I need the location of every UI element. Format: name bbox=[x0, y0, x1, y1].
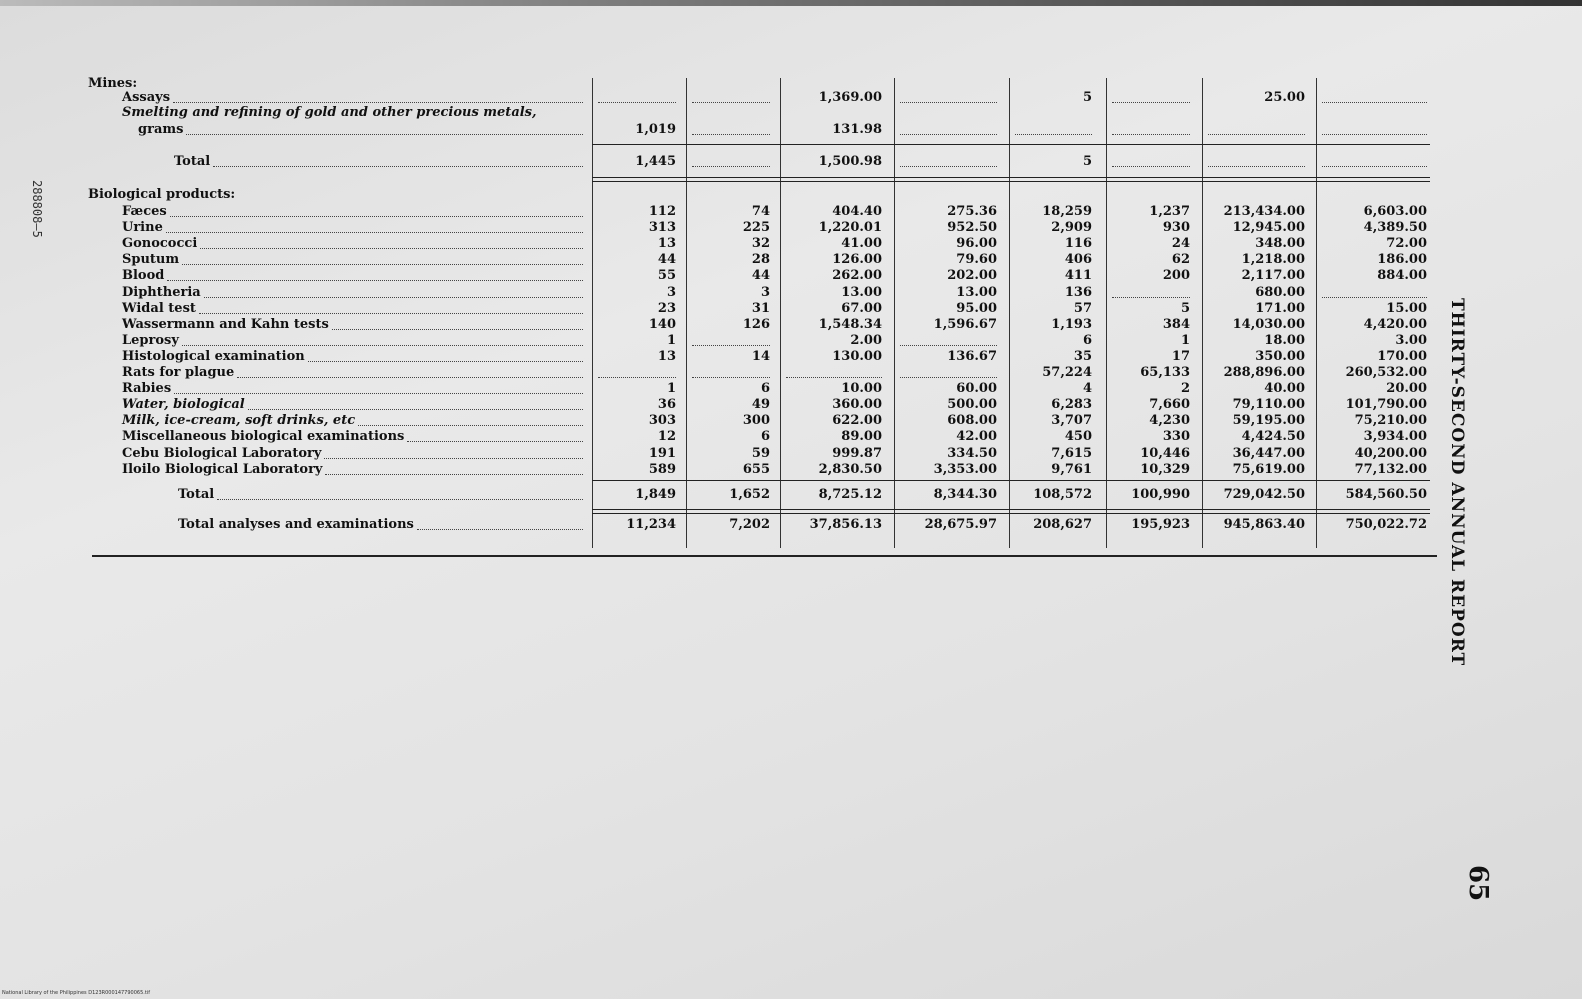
table-cell: 60.00 bbox=[956, 381, 997, 396]
table-cell: 4 bbox=[1082, 381, 1092, 396]
table-cell: 213,434.00 bbox=[1223, 204, 1305, 219]
empty-cell-dots bbox=[1322, 166, 1427, 167]
total-rule bbox=[592, 144, 1430, 145]
table-cell: 2.00 bbox=[850, 333, 882, 348]
leader-dots bbox=[325, 474, 583, 475]
table-cell: 303 bbox=[648, 413, 676, 428]
table-cell: 36 bbox=[657, 397, 676, 412]
row-label-bio: Miscellaneous biological examinations bbox=[122, 429, 405, 444]
table-cell: 59 bbox=[751, 446, 770, 461]
leader-dots bbox=[200, 248, 583, 249]
table-cell: 1,193 bbox=[1051, 317, 1092, 332]
table-cell: 37,856.13 bbox=[809, 517, 882, 532]
row-label-mines-total: Total bbox=[174, 154, 211, 169]
table-cell: 1,220.01 bbox=[818, 220, 882, 235]
table-cell: 28,675.97 bbox=[924, 517, 997, 532]
table-cell: 75,210.00 bbox=[1354, 413, 1427, 428]
empty-cell-dots bbox=[692, 102, 770, 103]
side-stamp: 288808—5 bbox=[30, 180, 44, 238]
row-label-bio: Rats for plague bbox=[122, 365, 235, 380]
empty-cell-dots bbox=[1322, 102, 1427, 103]
leader-dots bbox=[417, 529, 583, 530]
table-cell: 13.00 bbox=[841, 285, 882, 300]
empty-cell-dots bbox=[1015, 134, 1092, 135]
table-cell: 729,042.50 bbox=[1223, 487, 1305, 502]
leader-dots bbox=[248, 409, 583, 410]
row-label-bio: Wassermann and Kahn tests bbox=[122, 317, 329, 332]
table-cell: 13.00 bbox=[956, 285, 997, 300]
row-label-bio-total: Total bbox=[178, 487, 215, 502]
row-label-bio: Diphtheria bbox=[122, 285, 201, 300]
section-heading-biological: Biological products: bbox=[88, 187, 236, 202]
table-cell: 14,030.00 bbox=[1232, 317, 1305, 332]
table-cell: 4,424.50 bbox=[1241, 429, 1305, 444]
column-border bbox=[1316, 78, 1317, 548]
table-cell: 584,560.50 bbox=[1345, 487, 1427, 502]
empty-cell-dots bbox=[900, 166, 997, 167]
column-border bbox=[1106, 78, 1107, 548]
table-cell: 1,652 bbox=[729, 487, 770, 502]
table-cell: 75,619.00 bbox=[1232, 462, 1305, 477]
table-cell: 884.00 bbox=[1377, 268, 1427, 283]
column-border bbox=[780, 78, 781, 548]
table-cell: 2,909 bbox=[1051, 220, 1092, 235]
table-cell: 18.00 bbox=[1264, 333, 1305, 348]
table-cell: 2 bbox=[1180, 381, 1190, 396]
table-cell: 313 bbox=[648, 220, 676, 235]
table-cell: 6,283 bbox=[1051, 397, 1092, 412]
table-cell: 608.00 bbox=[947, 413, 997, 428]
table-cell: 57,224 bbox=[1042, 365, 1092, 380]
table-cell: 202.00 bbox=[947, 268, 997, 283]
column-border bbox=[1202, 78, 1203, 548]
table-cell: 1,500.98 bbox=[818, 154, 882, 169]
table-cell: 945,863.40 bbox=[1223, 517, 1305, 532]
row-label-grand-total: Total analyses and examinations bbox=[178, 517, 414, 532]
table-cell: 411 bbox=[1064, 268, 1092, 283]
leader-dots bbox=[166, 232, 583, 233]
row-label-bio: Gonococci bbox=[122, 236, 198, 251]
table-cell: 200 bbox=[1162, 268, 1190, 283]
table-cell: 930 bbox=[1162, 220, 1190, 235]
table-cell: 186.00 bbox=[1377, 252, 1427, 267]
table-cell: 1,369.00 bbox=[818, 90, 882, 105]
table-cell: 17 bbox=[1171, 349, 1190, 364]
table-cell: 79.60 bbox=[956, 252, 997, 267]
table-cell: 126.00 bbox=[832, 252, 882, 267]
table-cell: 1,445 bbox=[635, 154, 676, 169]
table-cell: 62 bbox=[1171, 252, 1190, 267]
table-cell: 8,344.30 bbox=[933, 487, 997, 502]
table-cell: 262.00 bbox=[832, 268, 882, 283]
empty-cell-dots bbox=[1322, 297, 1427, 298]
table-cell: 6 bbox=[760, 381, 770, 396]
table-cell: 136.67 bbox=[947, 349, 997, 364]
column-border bbox=[894, 78, 895, 548]
table-cell: 108,572 bbox=[1033, 487, 1092, 502]
table-cell: 131.98 bbox=[832, 122, 882, 137]
table-cell: 3,353.00 bbox=[933, 462, 997, 477]
page-number: 65 bbox=[1463, 865, 1493, 902]
table-cell: 334.50 bbox=[947, 446, 997, 461]
table-cell: 195,923 bbox=[1131, 517, 1190, 532]
empty-cell-dots bbox=[1112, 166, 1190, 167]
table-cell: 500.00 bbox=[947, 397, 997, 412]
leader-dots bbox=[204, 297, 583, 298]
table-cell: 171.00 bbox=[1255, 301, 1305, 316]
row-label-bio: Milk, ice-cream, soft drinks, etc bbox=[122, 413, 356, 428]
table-cell: 1,548.34 bbox=[818, 317, 882, 332]
row-label-bio: Sputum bbox=[122, 252, 180, 267]
table-cell: 44 bbox=[657, 252, 676, 267]
leader-dots bbox=[407, 441, 583, 442]
table-cell: 96.00 bbox=[956, 236, 997, 251]
table-cell: 35 bbox=[1073, 349, 1092, 364]
table-cell: 5 bbox=[1180, 301, 1190, 316]
scan-footer: National Library of the Philippines D123R000147790065.tif bbox=[2, 990, 150, 996]
table-cell: 15.00 bbox=[1386, 301, 1427, 316]
row-label-assays: Assays bbox=[122, 90, 171, 105]
table-cell: 11,234 bbox=[626, 517, 676, 532]
table-cell: 350.00 bbox=[1255, 349, 1305, 364]
leader-dots bbox=[186, 134, 583, 135]
table-cell: 65,133 bbox=[1140, 365, 1190, 380]
leader-dots bbox=[358, 425, 583, 426]
table-cell: 20.00 bbox=[1386, 381, 1427, 396]
table-cell: 1 bbox=[666, 381, 676, 396]
table-cell: 275.36 bbox=[947, 204, 997, 219]
leader-dots bbox=[199, 313, 583, 314]
leader-dots bbox=[182, 264, 583, 265]
table-cell: 57 bbox=[1073, 301, 1092, 316]
table-cell: 450 bbox=[1064, 429, 1092, 444]
leader-dots bbox=[173, 102, 583, 103]
table-cell: 130.00 bbox=[832, 349, 882, 364]
empty-cell-dots bbox=[598, 102, 676, 103]
leader-dots bbox=[167, 280, 583, 281]
table-cell: 36,447.00 bbox=[1232, 446, 1305, 461]
table-cell: 404.40 bbox=[832, 204, 882, 219]
table-cell: 10,329 bbox=[1140, 462, 1190, 477]
table-cell: 2,830.50 bbox=[818, 462, 882, 477]
table-cell: 1 bbox=[1180, 333, 1190, 348]
table-cell: 24 bbox=[1171, 236, 1190, 251]
table-cell: 6 bbox=[760, 429, 770, 444]
table-cell: 116 bbox=[1064, 236, 1092, 251]
table-cell: 77,132.00 bbox=[1354, 462, 1427, 477]
row-label-bio: Blood bbox=[122, 268, 165, 283]
table-cell: 55 bbox=[657, 268, 676, 283]
empty-cell-dots bbox=[692, 166, 770, 167]
row-label-bio: Widal test bbox=[122, 301, 196, 316]
table-cell: 112 bbox=[648, 204, 676, 219]
table-cell: 8,725.12 bbox=[818, 487, 882, 502]
table-cell: 5 bbox=[1082, 154, 1092, 169]
table-cell: 191 bbox=[648, 446, 676, 461]
table-cell: 1,237 bbox=[1149, 204, 1190, 219]
row-label-bio: Iloilo Biological Laboratory bbox=[122, 462, 323, 477]
table-cell: 31 bbox=[751, 301, 770, 316]
table-cell: 13 bbox=[657, 236, 676, 251]
row-label-bio: Water, biological bbox=[122, 397, 245, 412]
table-cell: 41.00 bbox=[841, 236, 882, 251]
table-cell: 384 bbox=[1162, 317, 1190, 332]
empty-cell-dots bbox=[900, 345, 997, 346]
table-cell: 3.00 bbox=[1395, 333, 1427, 348]
column-border bbox=[686, 78, 687, 548]
empty-cell-dots bbox=[1208, 166, 1305, 167]
table-cell: 13 bbox=[657, 349, 676, 364]
table-cell: 655 bbox=[742, 462, 770, 477]
table-bottom-rule bbox=[92, 555, 1437, 557]
empty-cell-dots bbox=[692, 345, 770, 346]
leader-dots bbox=[237, 377, 583, 378]
empty-cell-dots bbox=[1112, 102, 1190, 103]
table-cell: 74 bbox=[751, 204, 770, 219]
table-cell: 1 bbox=[666, 333, 676, 348]
table-cell: 225 bbox=[742, 220, 770, 235]
empty-cell-dots bbox=[1322, 134, 1427, 135]
table-cell: 14 bbox=[751, 349, 770, 364]
table-cell: 9,761 bbox=[1051, 462, 1092, 477]
leader-dots bbox=[182, 345, 583, 346]
empty-cell-dots bbox=[900, 102, 997, 103]
table-cell: 136 bbox=[1064, 285, 1092, 300]
table-cell: 170.00 bbox=[1377, 349, 1427, 364]
table-cell: 10,446 bbox=[1140, 446, 1190, 461]
table-cell: 89.00 bbox=[841, 429, 882, 444]
table-cell: 49 bbox=[751, 397, 770, 412]
empty-cell-dots bbox=[692, 134, 770, 135]
table-cell: 5 bbox=[1082, 90, 1092, 105]
table-cell: 1,019 bbox=[635, 122, 676, 137]
table-cell: 40,200.00 bbox=[1354, 446, 1427, 461]
table-cell: 3 bbox=[760, 285, 770, 300]
empty-cell-dots bbox=[786, 377, 882, 378]
table-cell: 208,627 bbox=[1033, 517, 1092, 532]
table-cell: 999.87 bbox=[832, 446, 882, 461]
table-cell: 360.00 bbox=[832, 397, 882, 412]
row-label-bio: Leprosy bbox=[122, 333, 179, 348]
empty-cell-dots bbox=[692, 377, 770, 378]
table-cell: 59,195.00 bbox=[1232, 413, 1305, 428]
table-cell: 18,259 bbox=[1042, 204, 1092, 219]
empty-cell-dots bbox=[1208, 134, 1305, 135]
table-cell: 952.50 bbox=[947, 220, 997, 235]
leader-dots bbox=[332, 329, 583, 330]
column-border bbox=[1009, 78, 1010, 548]
table-cell: 288,896.00 bbox=[1223, 365, 1305, 380]
table-cell: 67.00 bbox=[841, 301, 882, 316]
empty-cell-dots bbox=[900, 134, 997, 135]
table-cell: 3 bbox=[666, 285, 676, 300]
table-cell: 7,615 bbox=[1051, 446, 1092, 461]
empty-cell-dots bbox=[1112, 297, 1190, 298]
table-cell: 3,934.00 bbox=[1363, 429, 1427, 444]
table-cell: 1,218.00 bbox=[1241, 252, 1305, 267]
table-cell: 140 bbox=[648, 317, 676, 332]
table-cell: 126 bbox=[742, 317, 770, 332]
double-rule bbox=[592, 177, 1430, 182]
table-cell: 42.00 bbox=[956, 429, 997, 444]
leader-dots bbox=[174, 393, 583, 394]
leader-dots bbox=[308, 361, 583, 362]
leader-dots bbox=[324, 458, 583, 459]
table-cell: 4,389.50 bbox=[1363, 220, 1427, 235]
double-rule bbox=[592, 509, 1430, 514]
table-cell: 7,202 bbox=[729, 517, 770, 532]
statistics-table bbox=[88, 78, 1438, 558]
table-cell: 40.00 bbox=[1264, 381, 1305, 396]
row-label-smelting: Smelting and refining of gold and other precious metals, bbox=[122, 105, 537, 120]
total-rule bbox=[592, 480, 1430, 481]
empty-cell-dots bbox=[900, 377, 997, 378]
empty-cell-dots bbox=[598, 377, 676, 378]
table-cell: 1,596.67 bbox=[933, 317, 997, 332]
empty-cell-dots bbox=[1112, 134, 1190, 135]
table-cell: 6,603.00 bbox=[1363, 204, 1427, 219]
table-cell: 28 bbox=[751, 252, 770, 267]
table-cell: 4,230 bbox=[1149, 413, 1190, 428]
table-cell: 12,945.00 bbox=[1232, 220, 1305, 235]
table-cell: 4,420.00 bbox=[1363, 317, 1427, 332]
row-label-bio: Rabies bbox=[122, 381, 172, 396]
table-cell: 3,707 bbox=[1051, 413, 1092, 428]
table-cell: 406 bbox=[1064, 252, 1092, 267]
table-cell: 348.00 bbox=[1255, 236, 1305, 251]
table-cell: 589 bbox=[648, 462, 676, 477]
table-cell: 25.00 bbox=[1264, 90, 1305, 105]
table-cell: 330 bbox=[1162, 429, 1190, 444]
table-cell: 32 bbox=[751, 236, 770, 251]
row-label-smelting-grams: grams bbox=[138, 122, 184, 137]
table-cell: 750,022.72 bbox=[1345, 517, 1427, 532]
row-label-bio: Fæces bbox=[122, 204, 167, 219]
table-cell: 10.00 bbox=[841, 381, 882, 396]
row-label-bio: Histological examination bbox=[122, 349, 305, 364]
table-cell: 72.00 bbox=[1386, 236, 1427, 251]
table-cell: 44 bbox=[751, 268, 770, 283]
scan-top-edge bbox=[0, 0, 1582, 6]
table-cell: 6 bbox=[1082, 333, 1092, 348]
table-cell: 300 bbox=[742, 413, 770, 428]
row-label-bio: Urine bbox=[122, 220, 163, 235]
table-cell: 100,990 bbox=[1131, 487, 1190, 502]
leader-dots bbox=[170, 216, 583, 217]
table-cell: 7,660 bbox=[1149, 397, 1190, 412]
table-cell: 260,532.00 bbox=[1345, 365, 1427, 380]
table-cell: 12 bbox=[657, 429, 676, 444]
table-cell: 79,110.00 bbox=[1232, 397, 1305, 412]
leader-dots bbox=[213, 166, 583, 167]
table-cell: 23 bbox=[657, 301, 676, 316]
row-label-bio: Cebu Biological Laboratory bbox=[122, 446, 322, 461]
table-cell: 95.00 bbox=[956, 301, 997, 316]
table-cell: 680.00 bbox=[1255, 285, 1305, 300]
table-cell: 101,790.00 bbox=[1345, 397, 1427, 412]
table-cell: 2,117.00 bbox=[1241, 268, 1305, 283]
section-heading-mines: Mines: bbox=[88, 76, 138, 91]
table-cell: 622.00 bbox=[832, 413, 882, 428]
leader-dots bbox=[217, 499, 583, 500]
table-cell: 1,849 bbox=[635, 487, 676, 502]
running-head: THIRTY-SECOND ANNUAL REPORT bbox=[1447, 298, 1467, 667]
column-border bbox=[592, 78, 593, 548]
